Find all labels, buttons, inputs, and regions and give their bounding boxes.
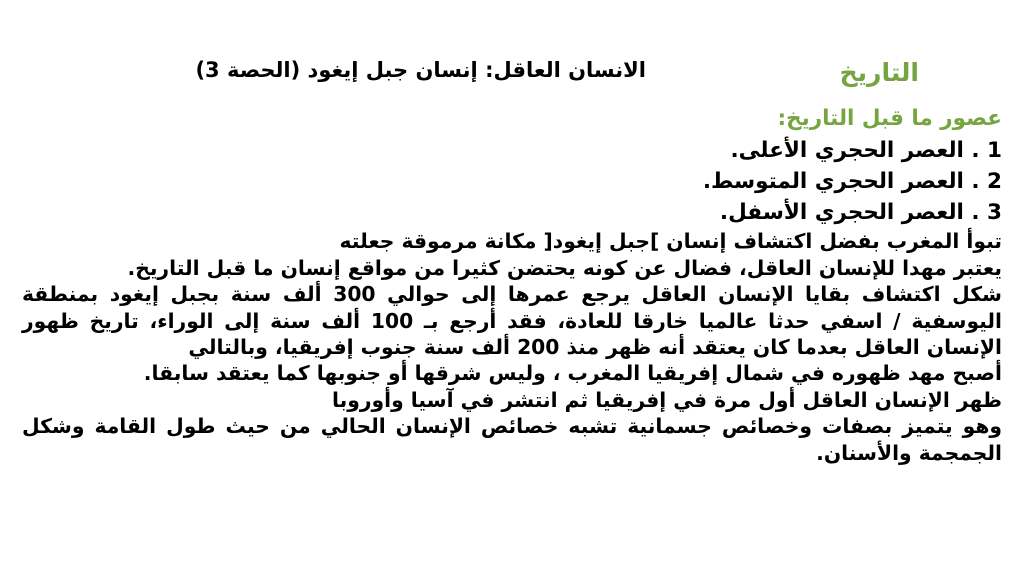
- body-line: اليوسفية / اسفي حدثا عالميا خارقا للعادة، فقد أرجع بـ 100 ألف سنة إلى الوراء، تاريخ ظهور: [22, 308, 1003, 333]
- era-item: 2 . العصر الحجري المتوسط.: [702, 169, 1002, 195]
- body-line: تبوأ المغرب بفضل اكتشاف إنسان ]جبل إيغود[ مكانة مرموقة جعلته: [339, 229, 1002, 254]
- body-line: يعتبر مهدا للإنسان العاقل، فضال عن كونه يحتضن كثيرا من مواقع إنسان ما قبل التاريخ.: [127, 255, 1002, 280]
- body-line: الإنسان العاقل بعدما كان يعتقد أنه ظهر منذ 200 ألف سنة جنوب إفريقيا، وبالتالي: [188, 335, 1002, 360]
- body-line: الجمجمة والأسنان.: [816, 440, 1002, 465]
- body-paragraph: [22, 228, 1002, 466]
- era-list: [22, 135, 1002, 228]
- lesson-title: الانسان العاقل: إنسان جبل إيغود (الحصة 3): [195, 58, 646, 82]
- section-heading: عصور ما قبل التاريخ:: [777, 106, 1002, 131]
- body-line: أصبح مهد ظهوره في شمال إفريقيا المغرب ، وليس شرقها أو جنوبها كما يعتقد سابقا.: [143, 361, 1002, 386]
- era-item: 1 . العصر الحجري الأعلى.: [730, 138, 1002, 164]
- lesson-content: [22, 106, 1002, 466]
- body-line: ظهر الإنسان العاقل أول مرة في إفريقيا ثم انتشر في آسيا وأوروبا: [332, 387, 1002, 412]
- era-item: 3 . العصر الحجري الأسفل.: [719, 200, 1002, 226]
- subject-title: التاريخ: [839, 58, 919, 87]
- body-line: وهو يتميز بصفات وخصائص جسمانية تشبه خصائص الإنسان الحالي من حيث طول القامة وشكل: [22, 414, 1002, 439]
- body-line: شكل اكتشاف بقايا الإنسان العاقل يرجع عمرها إلى حوالي 300 ألف سنة بجبل إيغود بمنطقة: [22, 282, 1002, 307]
